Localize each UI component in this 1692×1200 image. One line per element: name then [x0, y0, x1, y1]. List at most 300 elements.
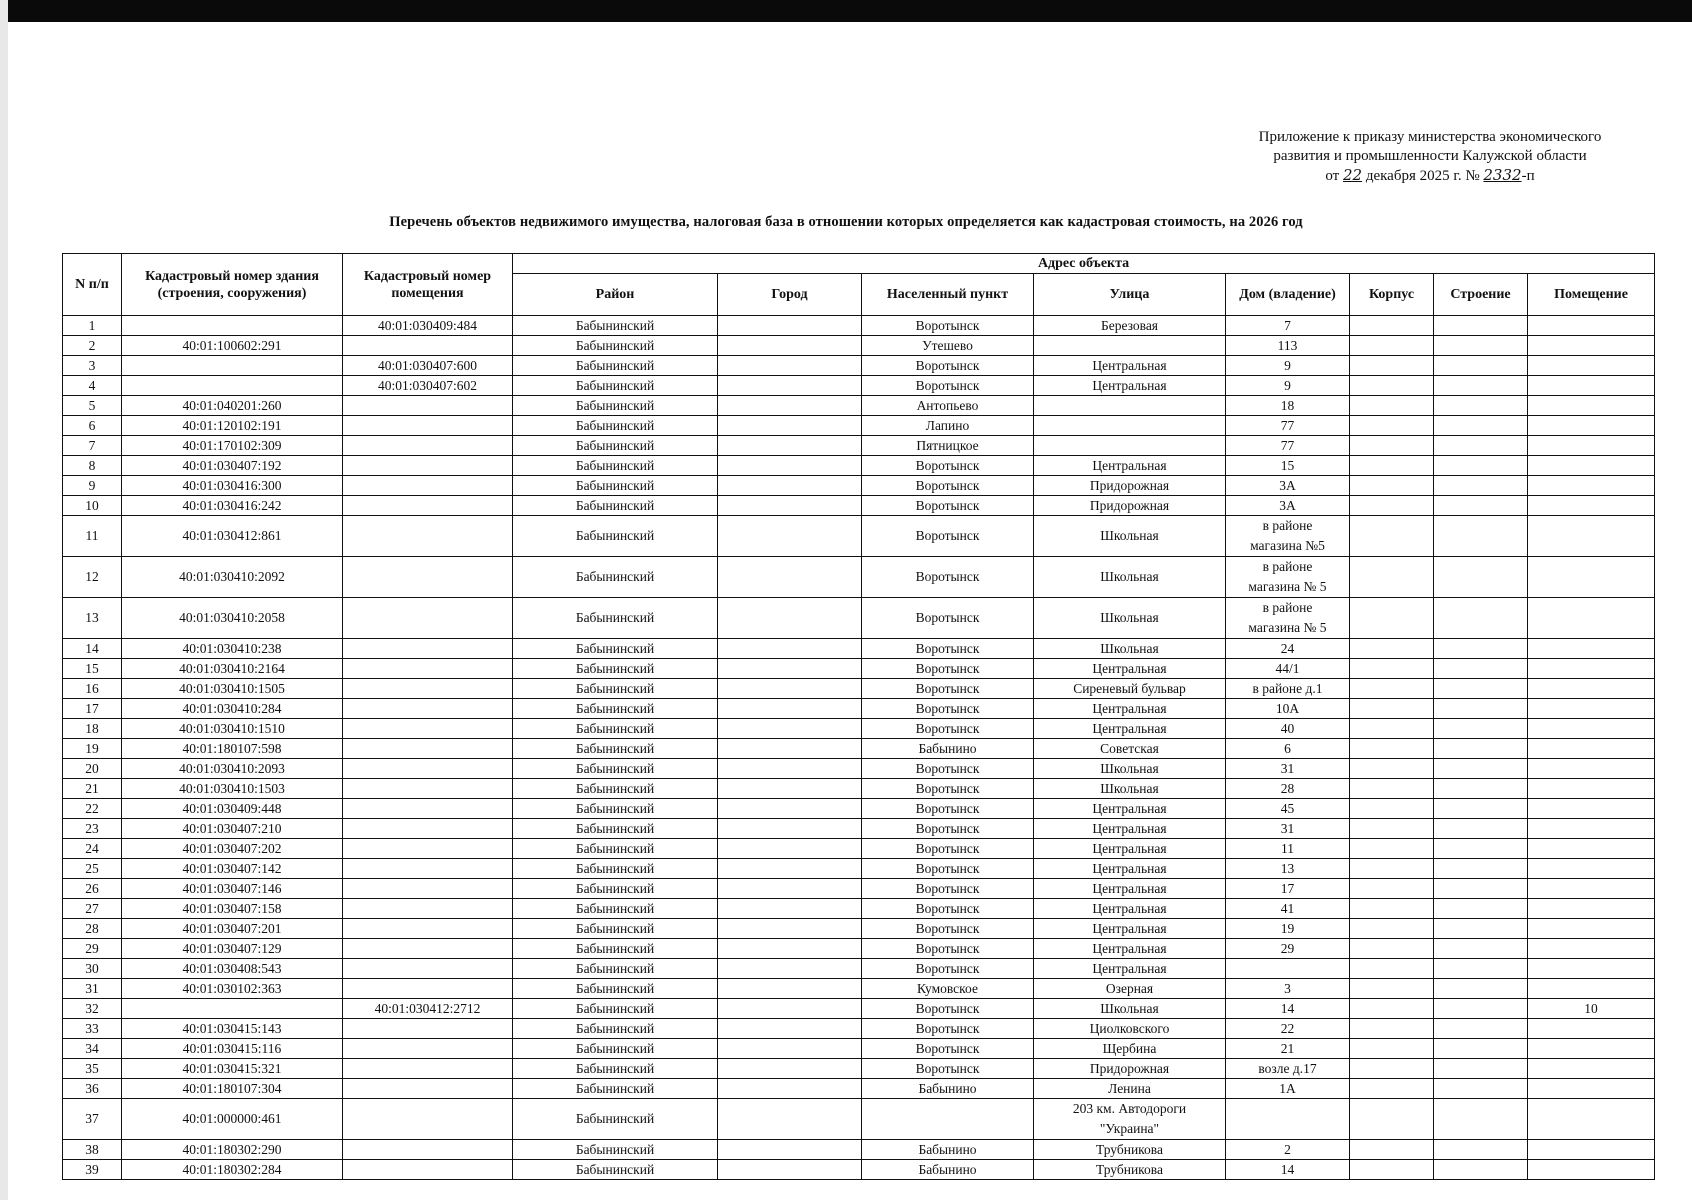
- cell-stroenie: [1434, 639, 1528, 659]
- cell-city: [718, 1099, 862, 1140]
- cell-district: Бабынинский: [513, 799, 718, 819]
- cell-korpus: [1350, 356, 1434, 376]
- cell-building-cadastral: 40:01:030415:116: [122, 1039, 343, 1059]
- cell-district: Бабынинский: [513, 516, 718, 557]
- cell-house: [1226, 959, 1350, 979]
- cell-num: 18: [63, 719, 122, 739]
- table-row: [63, 999, 1655, 1019]
- table-row: [63, 659, 1655, 679]
- cell-korpus: [1350, 336, 1434, 356]
- table-row: [63, 979, 1655, 999]
- cell-num: 7: [63, 436, 122, 456]
- cell-city: [718, 859, 862, 879]
- cell-building-cadastral: 40:01:030410:238: [122, 639, 343, 659]
- cell-city: [718, 959, 862, 979]
- col-header-building: Кадастровый номер здания (строения, сооружения): [122, 254, 343, 316]
- table-row: [63, 779, 1655, 799]
- cell-house: 44/1: [1226, 659, 1350, 679]
- cell-street: Школьная: [1034, 999, 1226, 1019]
- table-row: [63, 436, 1655, 456]
- table-row: [63, 719, 1655, 739]
- cell-city: [718, 436, 862, 456]
- cell-pomeshchenie: [1528, 1079, 1655, 1099]
- cell-korpus: [1350, 436, 1434, 456]
- cell-pomeshchenie: [1528, 316, 1655, 336]
- cell-num: 15: [63, 659, 122, 679]
- cell-house: 18: [1226, 396, 1350, 416]
- table-row: [63, 456, 1655, 476]
- cell-building-cadastral: 40:01:030407:129: [122, 939, 343, 959]
- cell-street: [1034, 1099, 1226, 1140]
- cell-pomeshchenie: [1528, 759, 1655, 779]
- cell-stroenie: [1434, 779, 1528, 799]
- cell-stroenie: [1434, 659, 1528, 679]
- table-row: [63, 919, 1655, 939]
- cell-house: 29: [1226, 939, 1350, 959]
- table-row: [63, 557, 1655, 598]
- cell-district: Бабынинский: [513, 739, 718, 759]
- cell-city: [718, 1019, 862, 1039]
- cell-house: 3А: [1226, 496, 1350, 516]
- cell-building-cadastral: 40:01:030416:300: [122, 476, 343, 496]
- cell-stroenie: [1434, 557, 1528, 598]
- cell-city: [718, 356, 862, 376]
- cell-stroenie: [1434, 839, 1528, 859]
- cell-num: 37: [63, 1099, 122, 1140]
- table-row: [63, 316, 1655, 336]
- table-row: [63, 699, 1655, 719]
- cell-street: [1034, 336, 1226, 356]
- cell-street: Школьная: [1034, 557, 1226, 598]
- cell-stroenie: [1434, 759, 1528, 779]
- cell-street: [1034, 436, 1226, 456]
- cell-street: Придорожная: [1034, 496, 1226, 516]
- cell-district: Бабынинский: [513, 1160, 718, 1180]
- cell-house: [1226, 516, 1350, 557]
- cell-settlement: Воротынск: [862, 557, 1034, 598]
- cell-street: Школьная: [1034, 516, 1226, 557]
- col-header-num: N п/п: [63, 254, 122, 316]
- cell-building-cadastral: 40:01:030416:242: [122, 496, 343, 516]
- cell-korpus: [1350, 598, 1434, 639]
- cell-building-cadastral: 40:01:030410:2093: [122, 759, 343, 779]
- cell-house: 17: [1226, 879, 1350, 899]
- cell-street: Школьная: [1034, 759, 1226, 779]
- cell-street: Центральная: [1034, 839, 1226, 859]
- cell-settlement: Воротынск: [862, 999, 1034, 1019]
- cell-settlement: Кумовское: [862, 979, 1034, 999]
- cell-pomeshchenie: [1528, 1099, 1655, 1140]
- cell-house: в районе д.1: [1226, 679, 1350, 699]
- cell-district: Бабынинский: [513, 759, 718, 779]
- cell-city: [718, 336, 862, 356]
- cell-room-cadastral: [343, 1039, 513, 1059]
- cell-building-cadastral: 40:01:030407:201: [122, 919, 343, 939]
- cell-room-cadastral: [343, 919, 513, 939]
- cell-korpus: [1350, 376, 1434, 396]
- cell-num: 13: [63, 598, 122, 639]
- cell-settlement: Лапино: [862, 416, 1034, 436]
- cell-stroenie: [1434, 719, 1528, 739]
- cell-stroenie: [1434, 516, 1528, 557]
- cell-room-cadastral: [343, 416, 513, 436]
- cell-settlement: Воротынск: [862, 859, 1034, 879]
- cell-num: 20: [63, 759, 122, 779]
- cell-korpus: [1350, 396, 1434, 416]
- cell-room-cadastral: [343, 476, 513, 496]
- cell-building-cadastral: 40:01:030407:146: [122, 879, 343, 899]
- cell-num: 39: [63, 1160, 122, 1180]
- table-row: [63, 859, 1655, 879]
- cell-street: Школьная: [1034, 779, 1226, 799]
- cell-building-cadastral: 40:01:030409:448: [122, 799, 343, 819]
- cell-city: [718, 679, 862, 699]
- cell-district: Бабынинский: [513, 679, 718, 699]
- cell-num: 27: [63, 899, 122, 919]
- cell-korpus: [1350, 679, 1434, 699]
- appendix-line-2: развития и промышленности Калужской области: [1273, 148, 1587, 164]
- cell-district: Бабынинский: [513, 819, 718, 839]
- cell-korpus: [1350, 939, 1434, 959]
- cell-city: [718, 899, 862, 919]
- col-header-address-group: Адрес объекта: [513, 254, 1655, 274]
- cell-settlement: Бабынино: [862, 739, 1034, 759]
- cell-stroenie: [1434, 1039, 1528, 1059]
- cell-settlement: Воротынск: [862, 879, 1034, 899]
- cell-city: [718, 1039, 862, 1059]
- cell-korpus: [1350, 1059, 1434, 1079]
- cell-street: [1034, 396, 1226, 416]
- cell-house: 77: [1226, 416, 1350, 436]
- cell-stroenie: [1434, 476, 1528, 496]
- cell-pomeshchenie: [1528, 496, 1655, 516]
- cell-settlement: Воротынск: [862, 819, 1034, 839]
- cell-stroenie: [1434, 436, 1528, 456]
- cell-korpus: [1350, 819, 1434, 839]
- cell-room-cadastral: [343, 639, 513, 659]
- table-row: [63, 356, 1655, 376]
- cell-street: Центральная: [1034, 456, 1226, 476]
- cell-room-cadastral: [343, 899, 513, 919]
- handwritten-day: 22: [1342, 166, 1363, 184]
- cell-settlement: Воротынск: [862, 376, 1034, 396]
- cell-district: Бабынинский: [513, 436, 718, 456]
- cell-house: 14: [1226, 999, 1350, 1019]
- cell-building-cadastral: 40:01:030407:158: [122, 899, 343, 919]
- cell-settlement: Воротынск: [862, 1039, 1034, 1059]
- cell-pomeshchenie: [1528, 1019, 1655, 1039]
- cell-room-cadastral: [343, 557, 513, 598]
- cell-settlement: Воротынск: [862, 456, 1034, 476]
- cell-house: 19: [1226, 919, 1350, 939]
- cell-korpus: [1350, 496, 1434, 516]
- cell-room-cadastral: [343, 1099, 513, 1140]
- cell-settlement: Воротынск: [862, 839, 1034, 859]
- cell-korpus: [1350, 699, 1434, 719]
- table-row: [63, 739, 1655, 759]
- cell-settlement: Воротынск: [862, 496, 1034, 516]
- cell-num: 10: [63, 496, 122, 516]
- table-row: [63, 1019, 1655, 1039]
- order-suffix: -п: [1521, 168, 1535, 184]
- cell-building-cadastral: [122, 356, 343, 376]
- cell-num: 38: [63, 1140, 122, 1160]
- table-row: [63, 679, 1655, 699]
- cell-district: Бабынинский: [513, 859, 718, 879]
- cell-district: Бабынинский: [513, 919, 718, 939]
- cell-street: Советская: [1034, 739, 1226, 759]
- cell-district: Бабынинский: [513, 659, 718, 679]
- cell-korpus: [1350, 839, 1434, 859]
- cell-house: 9: [1226, 356, 1350, 376]
- col-header-district: Район: [513, 274, 718, 316]
- cell-house: 41: [1226, 899, 1350, 919]
- cell-house: возле д.17: [1226, 1059, 1350, 1079]
- cell-room-cadastral: [343, 1079, 513, 1099]
- cell-street: Озерная: [1034, 979, 1226, 999]
- cell-house: 6: [1226, 739, 1350, 759]
- cell-pomeshchenie: [1528, 699, 1655, 719]
- table-row: [63, 496, 1655, 516]
- cell-house: 28: [1226, 779, 1350, 799]
- cell-korpus: [1350, 959, 1434, 979]
- cell-pomeshchenie: [1528, 819, 1655, 839]
- cell-num: 17: [63, 699, 122, 719]
- cell-district: Бабынинский: [513, 557, 718, 598]
- cell-city: [718, 376, 862, 396]
- cell-building-cadastral: 40:01:030410:1505: [122, 679, 343, 699]
- cell-num: 11: [63, 516, 122, 557]
- cell-pomeshchenie: [1528, 679, 1655, 699]
- property-register-table: [62, 253, 1655, 1180]
- cell-stroenie: [1434, 699, 1528, 719]
- cell-stroenie: [1434, 1160, 1528, 1180]
- cell-street: Сиреневый бульвар: [1034, 679, 1226, 699]
- cell-korpus: [1350, 316, 1434, 336]
- cell-korpus: [1350, 999, 1434, 1019]
- cell-house: 45: [1226, 799, 1350, 819]
- cell-korpus: [1350, 979, 1434, 999]
- cell-pomeshchenie: [1528, 719, 1655, 739]
- cell-settlement: Воротынск: [862, 919, 1034, 939]
- cell-room-cadastral: 40:01:030407:602: [343, 376, 513, 396]
- cell-district: Бабынинский: [513, 1019, 718, 1039]
- cell-settlement: Воротынск: [862, 899, 1034, 919]
- col-header-korpus: Корпус: [1350, 274, 1434, 316]
- table-row: [63, 839, 1655, 859]
- cell-stroenie: [1434, 336, 1528, 356]
- cell-street: Центральная: [1034, 659, 1226, 679]
- cell-pomeshchenie: [1528, 1039, 1655, 1059]
- cell-city: [718, 496, 862, 516]
- cell-district: Бабынинский: [513, 959, 718, 979]
- cell-city: [718, 557, 862, 598]
- cell-stroenie: [1434, 999, 1528, 1019]
- cell-house-line-1: в районе: [1262, 600, 1313, 615]
- cell-room-cadastral: [343, 979, 513, 999]
- cell-settlement: Воротынск: [862, 799, 1034, 819]
- table-row: [63, 336, 1655, 356]
- col-header-room: Кадастровый номер помещения: [343, 254, 513, 316]
- table-row: [63, 1039, 1655, 1059]
- cell-district: Бабынинский: [513, 396, 718, 416]
- cell-stroenie: [1434, 376, 1528, 396]
- cell-stroenie: [1434, 396, 1528, 416]
- cell-city: [718, 659, 862, 679]
- cell-stroenie: [1434, 979, 1528, 999]
- cell-stroenie: [1434, 939, 1528, 959]
- cell-pomeshchenie: [1528, 939, 1655, 959]
- cell-settlement: Утешево: [862, 336, 1034, 356]
- cell-house-line-1: в районе: [1262, 518, 1313, 533]
- cell-korpus: [1350, 456, 1434, 476]
- cell-num: 22: [63, 799, 122, 819]
- cell-room-cadastral: [343, 859, 513, 879]
- cell-house: 77: [1226, 436, 1350, 456]
- cell-city: [718, 516, 862, 557]
- cell-stroenie: [1434, 739, 1528, 759]
- cell-building-cadastral: 40:01:170102:309: [122, 436, 343, 456]
- table-row: [63, 598, 1655, 639]
- cell-pomeshchenie: [1528, 436, 1655, 456]
- cell-street: Ленина: [1034, 1079, 1226, 1099]
- cell-stroenie: [1434, 356, 1528, 376]
- scan-top-border: [0, 0, 1692, 22]
- cell-korpus: [1350, 739, 1434, 759]
- cell-district: Бабынинский: [513, 336, 718, 356]
- cell-settlement: Воротынск: [862, 1059, 1034, 1079]
- cell-building-cadastral: 40:01:030102:363: [122, 979, 343, 999]
- cell-room-cadastral: [343, 1019, 513, 1039]
- cell-pomeshchenie: [1528, 959, 1655, 979]
- cell-building-cadastral: [122, 376, 343, 396]
- table-row: [63, 1059, 1655, 1079]
- table-row: [63, 416, 1655, 436]
- cell-city: [718, 598, 862, 639]
- cell-city: [718, 719, 862, 739]
- cell-city: [718, 1160, 862, 1180]
- cell-room-cadastral: 40:01:030407:600: [343, 356, 513, 376]
- cell-building-cadastral: 40:01:040201:260: [122, 396, 343, 416]
- cell-house: 10А: [1226, 699, 1350, 719]
- cell-district: Бабынинский: [513, 416, 718, 436]
- cell-korpus: [1350, 1140, 1434, 1160]
- cell-korpus: [1350, 516, 1434, 557]
- cell-street: Центральная: [1034, 879, 1226, 899]
- cell-room-cadastral: [343, 396, 513, 416]
- cell-settlement: Воротынск: [862, 939, 1034, 959]
- cell-settlement: Пятницкое: [862, 436, 1034, 456]
- cell-pomeshchenie: [1528, 336, 1655, 356]
- cell-stroenie: [1434, 1059, 1528, 1079]
- cell-settlement: Воротынск: [862, 516, 1034, 557]
- cell-building-cadastral: 40:01:120102:191: [122, 416, 343, 436]
- cell-num: 16: [63, 679, 122, 699]
- document-title: Перечень объектов недвижимого имущества, налоговая база в отношении которых определяется как кадастровая стоимость, на 2026 год: [389, 214, 1303, 230]
- cell-korpus: [1350, 416, 1434, 436]
- table-row: [63, 396, 1655, 416]
- cell-num: 2: [63, 336, 122, 356]
- cell-building-cadastral: 40:01:030407:192: [122, 456, 343, 476]
- cell-district: Бабынинский: [513, 1099, 718, 1140]
- cell-korpus: [1350, 659, 1434, 679]
- table-row: [63, 799, 1655, 819]
- cell-city: [718, 416, 862, 436]
- cell-street-line-2: "Украина": [1099, 1121, 1160, 1136]
- cell-pomeshchenie: [1528, 1140, 1655, 1160]
- cell-street: Центральная: [1034, 799, 1226, 819]
- cell-room-cadastral: [343, 679, 513, 699]
- cell-street: Центральная: [1034, 919, 1226, 939]
- cell-room-cadastral: [343, 336, 513, 356]
- table-row: [63, 759, 1655, 779]
- cell-num: 35: [63, 1059, 122, 1079]
- cell-building-cadastral: 40:01:030410:2092: [122, 557, 343, 598]
- cell-pomeshchenie: [1528, 859, 1655, 879]
- cell-settlement: Бабынино: [862, 1140, 1034, 1160]
- cell-district: Бабынинский: [513, 779, 718, 799]
- cell-street-line-1: 203 км. Автодороги: [1072, 1101, 1187, 1116]
- cell-room-cadastral: [343, 598, 513, 639]
- cell-city: [718, 919, 862, 939]
- cell-house: 22: [1226, 1019, 1350, 1039]
- table-row: [63, 879, 1655, 899]
- cell-settlement: Воротынск: [862, 779, 1034, 799]
- cell-settlement: Воротынск: [862, 356, 1034, 376]
- cell-korpus: [1350, 719, 1434, 739]
- cell-street: Центральная: [1034, 719, 1226, 739]
- cell-pomeshchenie: [1528, 416, 1655, 436]
- cell-city: [718, 799, 862, 819]
- cell-city: [718, 739, 862, 759]
- cell-city: [718, 879, 862, 899]
- cell-house: 3: [1226, 979, 1350, 999]
- cell-building-cadastral: 40:01:180107:598: [122, 739, 343, 759]
- cell-city: [718, 839, 862, 859]
- cell-house: 113: [1226, 336, 1350, 356]
- col-header-house: Дом (владение): [1226, 274, 1350, 316]
- appendix-line-3: [1180, 166, 1680, 186]
- cell-settlement: Воротынск: [862, 759, 1034, 779]
- cell-settlement: Воротынск: [862, 679, 1034, 699]
- col-header-street: Улица: [1034, 274, 1226, 316]
- cell-num: 26: [63, 879, 122, 899]
- cell-district: Бабынинский: [513, 598, 718, 639]
- cell-street: Щербина: [1034, 1039, 1226, 1059]
- cell-korpus: [1350, 879, 1434, 899]
- cell-district: Бабынинский: [513, 496, 718, 516]
- cell-stroenie: [1434, 416, 1528, 436]
- cell-pomeshchenie: [1528, 456, 1655, 476]
- cell-room-cadastral: [343, 799, 513, 819]
- col-header-settlement: Населенный пункт: [862, 274, 1034, 316]
- scan-left-edge: [0, 0, 8, 1200]
- cell-settlement: Воротынск: [862, 316, 1034, 336]
- cell-room-cadastral: [343, 879, 513, 899]
- cell-settlement: Воротынск: [862, 699, 1034, 719]
- cell-pomeshchenie: [1528, 356, 1655, 376]
- cell-district: Бабынинский: [513, 1140, 718, 1160]
- cell-building-cadastral: 40:01:030410:284: [122, 699, 343, 719]
- table-row: [63, 939, 1655, 959]
- cell-street: Центральная: [1034, 819, 1226, 839]
- cell-house: 3А: [1226, 476, 1350, 496]
- cell-pomeshchenie: [1528, 1160, 1655, 1180]
- cell-house: [1226, 1099, 1350, 1140]
- cell-city: [718, 1079, 862, 1099]
- register-rows: [63, 316, 1655, 1180]
- col-header-stroenie: Строение: [1434, 274, 1528, 316]
